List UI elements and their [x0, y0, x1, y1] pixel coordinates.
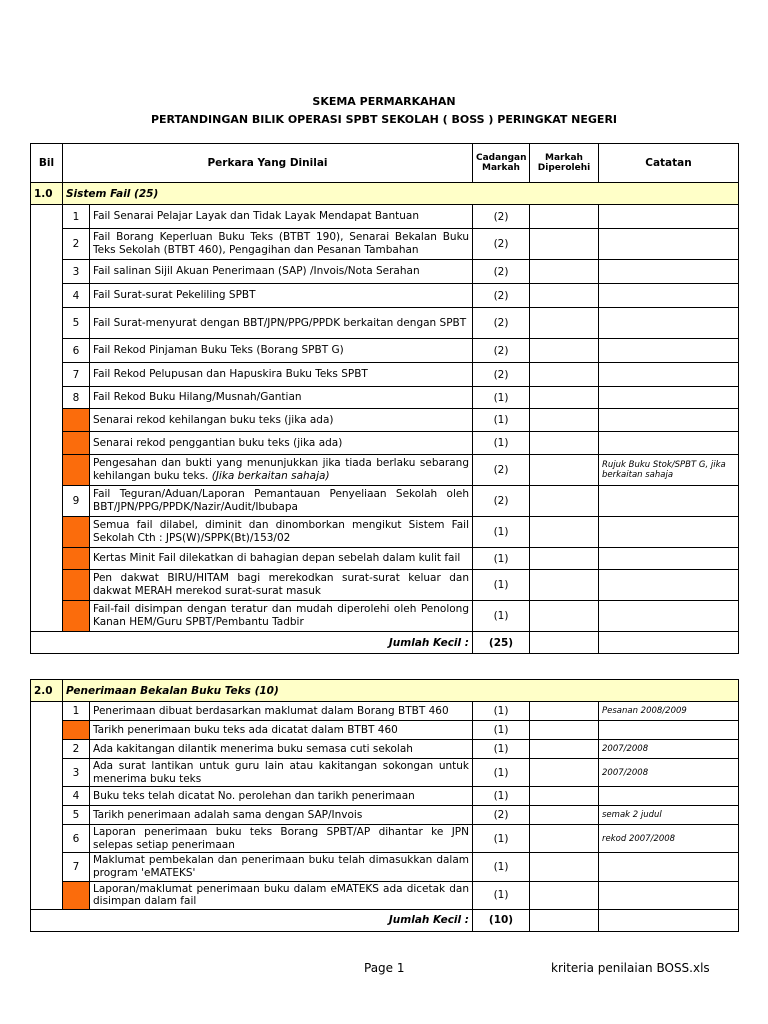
markah-diperolehi	[530, 806, 599, 825]
bil-cell	[31, 881, 63, 909]
item-number: 6	[63, 825, 90, 853]
item-text	[90, 229, 473, 260]
item-text-main: Penerimaan dibuat berdasarkan maklumat dalam Borang BTBT 460	[93, 704, 449, 717]
item-text	[90, 387, 473, 409]
markah-diperolehi	[530, 702, 599, 721]
bil-cell	[31, 205, 63, 229]
cadangan-markah: (2)	[473, 363, 530, 387]
item-text-main: Tarikh penerimaan adalah sama dengan SAP/Invois	[93, 808, 363, 821]
markah-diperolehi	[530, 517, 599, 548]
bil-cell	[31, 486, 63, 517]
markah-diperolehi	[530, 363, 599, 387]
table-row	[31, 455, 739, 486]
item-number: 1	[63, 205, 90, 229]
cadangan-markah: (1)	[473, 409, 530, 432]
item-text-main: Pen dakwat BIRU/HITAM bagi merekodkan surat-surat keluar dan dakwat MERAH merekod surat-surat masuk	[93, 572, 469, 597]
table-row	[31, 881, 739, 909]
item-number: 3	[63, 759, 90, 787]
cadangan-markah: (2)	[473, 284, 530, 308]
item-text-main: Maklumat pembekalan dan penerimaan buku telah dimasukkan dalam program 'eMATEKS'	[93, 854, 469, 879]
bil-cell	[31, 339, 63, 363]
item-text-main: Laporan penerimaan buku teks Borang SPBT/AP dihantar ke JPN selepas setiap penerimaan	[93, 826, 469, 851]
table-row	[31, 308, 739, 339]
bil-cell	[31, 853, 63, 881]
bil-cell	[31, 455, 63, 486]
item-text	[90, 486, 473, 517]
table-row	[31, 517, 739, 548]
item-number	[63, 432, 90, 455]
cadangan-markah: (1)	[473, 517, 530, 548]
section1-total-label: Jumlah Kecil :	[31, 632, 473, 654]
item-number	[63, 881, 90, 909]
item-number: 9	[63, 486, 90, 517]
cadangan-markah: (1)	[473, 787, 530, 806]
item-text-italic: (Jika berkaitan sahaja)	[211, 470, 330, 482]
table-row	[31, 409, 739, 432]
bil-cell	[31, 308, 63, 339]
table-row	[31, 806, 739, 825]
item-text-main: Tarikh penerimaan buku teks ada dicatat dalam BTBT 460	[93, 723, 398, 736]
markah-diperolehi	[530, 853, 599, 881]
footer-page: Page 1	[364, 961, 405, 975]
item-number	[63, 409, 90, 432]
bil-cell	[31, 432, 63, 455]
bil-cell	[31, 570, 63, 601]
catatan	[599, 205, 739, 229]
bil-cell	[31, 284, 63, 308]
catatan	[599, 339, 739, 363]
section2-total: (10)	[473, 909, 530, 931]
bil-cell	[31, 548, 63, 570]
markah-diperolehi	[530, 740, 599, 759]
catatan: 2007/2008	[599, 740, 739, 759]
section1-total-catatan	[599, 632, 739, 654]
item-text-main: Senarai rekod kehilangan buku teks (jika ada)	[93, 413, 334, 426]
header-perkara: Perkara Yang Dinilai	[63, 144, 473, 183]
item-text	[90, 825, 473, 853]
section2-total-label: Jumlah Kecil :	[31, 909, 473, 931]
catatan	[599, 570, 739, 601]
item-number: 4	[63, 284, 90, 308]
item-text-main: Fail-fail disimpan dengan teratur dan mudah diperolehi oleh Penolong Kanan HEM/Guru SPBT/Pembantu Tadbir	[93, 603, 469, 628]
item-text	[90, 455, 473, 486]
item-text-main: Fail Rekod Pelupusan dan Hapuskira Buku Teks SPBT	[93, 368, 368, 381]
cadangan-markah: (1)	[473, 387, 530, 409]
item-number	[63, 517, 90, 548]
catatan: Pesanan 2008/2009	[599, 702, 739, 721]
markah-diperolehi	[530, 409, 599, 432]
section2-table	[30, 679, 739, 932]
catatan	[599, 517, 739, 548]
section1-total: (25)	[473, 632, 530, 654]
table-row	[31, 229, 739, 260]
item-text-main: Fail Surat-surat Pekeliling SPBT	[93, 289, 256, 302]
item-number: 4	[63, 787, 90, 806]
table-row	[31, 363, 739, 387]
markah-diperolehi	[530, 486, 599, 517]
catatan	[599, 486, 739, 517]
markah-diperolehi	[530, 432, 599, 455]
cadangan-markah: (1)	[473, 570, 530, 601]
item-text-main: Fail salinan Sijil Akuan Penerimaan (SAP) /Invois/Nota Serahan	[93, 265, 420, 278]
footer-file: kriteria penilaian BOSS.xls	[551, 961, 710, 975]
markah-diperolehi	[530, 601, 599, 632]
header-bil: Bil	[31, 144, 63, 183]
item-number: 2	[63, 740, 90, 759]
cadangan-markah: (1)	[473, 881, 530, 909]
item-text-main: Fail Rekod Buku Hilang/Musnah/Gantian	[93, 391, 302, 404]
bil-cell	[31, 721, 63, 740]
table-row	[31, 432, 739, 455]
bil-cell	[31, 601, 63, 632]
table-row	[31, 601, 739, 632]
item-number	[63, 570, 90, 601]
markah-diperolehi	[530, 787, 599, 806]
table-row	[31, 205, 739, 229]
markah-diperolehi	[530, 260, 599, 284]
table-row	[31, 548, 739, 570]
markah-diperolehi	[530, 548, 599, 570]
item-text-main: Fail Surat-menyurat dengan BBT/JPN/PPG/PPDK berkaitan dengan SPBT	[93, 316, 467, 329]
catatan	[599, 229, 739, 260]
catatan	[599, 548, 739, 570]
catatan	[599, 363, 739, 387]
cadangan-markah: (2)	[473, 339, 530, 363]
table-row	[31, 570, 739, 601]
item-text	[90, 548, 473, 570]
item-text	[90, 806, 473, 825]
item-number: 7	[63, 363, 90, 387]
table-row	[31, 284, 739, 308]
markah-diperolehi	[530, 284, 599, 308]
item-number	[63, 721, 90, 740]
bil-cell	[31, 387, 63, 409]
item-text-main: Fail Borang Keperluan Buku Teks (BTBT 190), Senarai Bekalan Buku Teks Sekolah (BTBT 460), Pengagihan dan Pesanan Tambahan	[93, 231, 469, 256]
item-text-main: Pengesahan dan bukti yang menunjukkan jika tiada berlaku sebarang kehilangan buku teks.	[93, 457, 469, 482]
catatan	[599, 432, 739, 455]
catatan	[599, 881, 739, 909]
catatan	[599, 601, 739, 632]
item-text	[90, 517, 473, 548]
bil-cell	[31, 229, 63, 260]
item-text	[90, 702, 473, 721]
cadangan-markah: (2)	[473, 486, 530, 517]
item-text-main: Laporan/maklumat penerimaan buku dalam eMATEKS ada dicetak dan disimpan dalam fail	[93, 882, 469, 908]
markah-diperolehi	[530, 721, 599, 740]
cadangan-markah: (2)	[473, 455, 530, 486]
bil-cell	[31, 363, 63, 387]
item-text	[90, 881, 473, 909]
table-row	[31, 853, 739, 881]
cadangan-markah: (1)	[473, 702, 530, 721]
item-text-main: Semua fail dilabel, diminit dan dinomborkan mengikut Sistem Fail Sekolah Cth : JPS(W)/SPPK(Bt)/153/02	[93, 519, 469, 544]
markah-diperolehi	[530, 570, 599, 601]
item-number	[63, 601, 90, 632]
catatan: 2007/2008	[599, 759, 739, 787]
section1-total-markah	[530, 632, 599, 654]
cadangan-markah: (1)	[473, 759, 530, 787]
bil-cell	[31, 517, 63, 548]
item-text	[90, 721, 473, 740]
section2-bil: 2.0	[31, 680, 63, 702]
item-number	[63, 455, 90, 486]
item-number: 5	[63, 308, 90, 339]
item-text-main: Fail Senarai Pelajar Layak dan Tidak Layak Mendapat Bantuan	[93, 210, 419, 223]
markah-diperolehi	[530, 339, 599, 363]
item-text	[90, 570, 473, 601]
markah-diperolehi	[530, 881, 599, 909]
item-text	[90, 787, 473, 806]
catatan: Rujuk Buku Stok/SPBT G, jika berkaitan sahaja	[599, 455, 739, 486]
item-number: 7	[63, 853, 90, 881]
cadangan-markah: (2)	[473, 308, 530, 339]
item-text-main: Kertas Minit Fail dilekatkan di bahagian depan sebelah dalam kulit fail	[93, 552, 461, 565]
table-row	[31, 486, 739, 517]
item-text-main: Fail Rekod Pinjaman Buku Teks (Borang SPBT G)	[93, 344, 344, 357]
item-text	[90, 260, 473, 284]
item-text	[90, 339, 473, 363]
cadangan-markah: (2)	[473, 260, 530, 284]
table-row	[31, 260, 739, 284]
item-text	[90, 409, 473, 432]
section2-total-markah	[530, 909, 599, 931]
cadangan-markah: (2)	[473, 229, 530, 260]
bil-cell	[31, 806, 63, 825]
table-row	[31, 740, 739, 759]
markah-diperolehi	[530, 759, 599, 787]
catatan: semak 2 judul	[599, 806, 739, 825]
section1-bil: 1.0	[31, 183, 63, 205]
section2-title: Penerimaan Bekalan Buku Teks (10)	[63, 680, 739, 702]
catatan	[599, 409, 739, 432]
section1-title: Sistem Fail (25)	[63, 183, 739, 205]
header-catatan: Catatan	[599, 144, 739, 183]
catatan: rekod 2007/2008	[599, 825, 739, 853]
section2-total-catatan	[599, 909, 739, 931]
table-row	[31, 387, 739, 409]
item-text	[90, 759, 473, 787]
document-title: SKEMA PERMARKAHAN	[312, 95, 456, 108]
catatan	[599, 721, 739, 740]
markah-diperolehi	[530, 308, 599, 339]
cadangan-markah: (1)	[473, 740, 530, 759]
item-text-main: Ada kakitangan dilantik menerima buku semasa cuti sekolah	[93, 742, 413, 755]
markah-diperolehi	[530, 387, 599, 409]
catatan	[599, 308, 739, 339]
catatan	[599, 387, 739, 409]
markah-diperolehi	[530, 205, 599, 229]
catatan	[599, 260, 739, 284]
markah-diperolehi	[530, 455, 599, 486]
table-row	[31, 721, 739, 740]
bil-cell	[31, 825, 63, 853]
item-text	[90, 284, 473, 308]
bil-cell	[31, 260, 63, 284]
item-number	[63, 548, 90, 570]
item-text-main: Fail Teguran/Aduan/Laporan Pemantauan Penyeliaan Sekolah oleh BBT/JPN/PPG/PPDK/Nazir/Audit/Ibubapa	[93, 488, 469, 513]
item-number: 6	[63, 339, 90, 363]
cadangan-markah: (1)	[473, 853, 530, 881]
item-number: 8	[63, 387, 90, 409]
item-text	[90, 205, 473, 229]
bil-cell	[31, 787, 63, 806]
cadangan-markah: (1)	[473, 721, 530, 740]
catatan	[599, 853, 739, 881]
bil-cell	[31, 740, 63, 759]
cadangan-markah: (1)	[473, 825, 530, 853]
cadangan-markah: (2)	[473, 205, 530, 229]
table-row	[31, 787, 739, 806]
item-number: 5	[63, 806, 90, 825]
item-text	[90, 308, 473, 339]
table-row	[31, 339, 739, 363]
item-text-main: Buku teks telah dicatat No. perolehan dan tarikh penerimaan	[93, 789, 415, 802]
item-text	[90, 601, 473, 632]
item-number: 3	[63, 260, 90, 284]
item-text-main: Senarai rekod penggantian buku teks (jika ada)	[93, 436, 343, 449]
bil-cell	[31, 702, 63, 721]
bil-cell	[31, 409, 63, 432]
document-subtitle: PERTANDINGAN BILIK OPERASI SPBT SEKOLAH ( BOSS ) PERINGKAT NEGERI	[150, 113, 618, 126]
item-text	[90, 363, 473, 387]
section1-table	[30, 143, 739, 654]
cadangan-markah: (2)	[473, 806, 530, 825]
cadangan-markah: (1)	[473, 601, 530, 632]
bil-cell	[31, 759, 63, 787]
item-text-main: Ada surat lantikan untuk guru lain atau kakitangan sokongan untuk menerima buku teks	[93, 760, 469, 785]
item-text	[90, 853, 473, 881]
cadangan-markah: (1)	[473, 548, 530, 570]
table-row	[31, 702, 739, 721]
catatan	[599, 787, 739, 806]
catatan	[599, 284, 739, 308]
cadangan-markah: (1)	[473, 432, 530, 455]
item-text	[90, 432, 473, 455]
header-cadangan: Cadangan Markah	[473, 144, 530, 183]
item-text	[90, 740, 473, 759]
table-row	[31, 759, 739, 787]
table-row	[31, 825, 739, 853]
item-number: 1	[63, 702, 90, 721]
markah-diperolehi	[530, 229, 599, 260]
markah-diperolehi	[530, 825, 599, 853]
item-number: 2	[63, 229, 90, 260]
header-markah: Markah Diperolehi	[530, 144, 599, 183]
